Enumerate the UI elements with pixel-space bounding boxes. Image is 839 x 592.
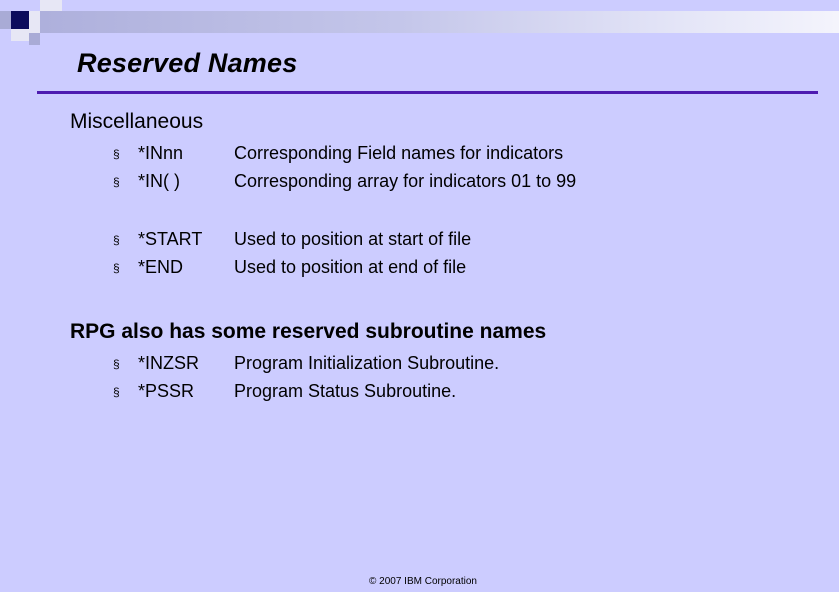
corner-square-decoration [29,11,40,33]
reserved-name-description: Used to position at start of file [234,229,472,249]
reserved-name-description: Program Status Subroutine. [234,381,457,401]
bullet-icon: § [113,175,120,189]
reserved-name: *END [138,257,184,277]
corner-square-decoration [11,11,29,29]
bullet-icon: § [113,261,120,275]
bullet-icon: § [113,233,120,247]
reserved-name: *IN( ) [138,171,180,191]
reserved-name: *PSSR [138,381,195,401]
copyright-footer: © 2007 IBM Corporation [369,576,477,587]
reserved-name: *INnn [138,143,184,163]
corner-square-decoration [40,0,62,11]
reserved-name-description: Corresponding Field names for indicators [234,143,564,163]
corner-square-decoration [0,11,11,29]
section-heading-subroutines: RPG also has some reserved subroutine names [70,320,547,343]
bullet-icon: § [113,385,120,399]
reserved-name-description: Used to position at end of file [234,257,467,277]
slide-title: Reserved Names [77,48,298,78]
reserved-name: *INZSR [138,353,200,373]
corner-square-decoration [29,33,40,45]
title-underline [37,91,818,94]
bullet-icon: § [113,357,120,371]
reserved-name-description: Program Initialization Subroutine. [234,353,500,373]
bullet-icon: § [113,147,120,161]
header-gradient-bar [40,11,839,33]
section-heading-miscellaneous: Miscellaneous [70,110,204,133]
reserved-name: *START [138,229,203,249]
corner-square-decoration [11,29,29,41]
reserved-name-description: Corresponding array for indicators 01 to 99 [234,171,577,191]
